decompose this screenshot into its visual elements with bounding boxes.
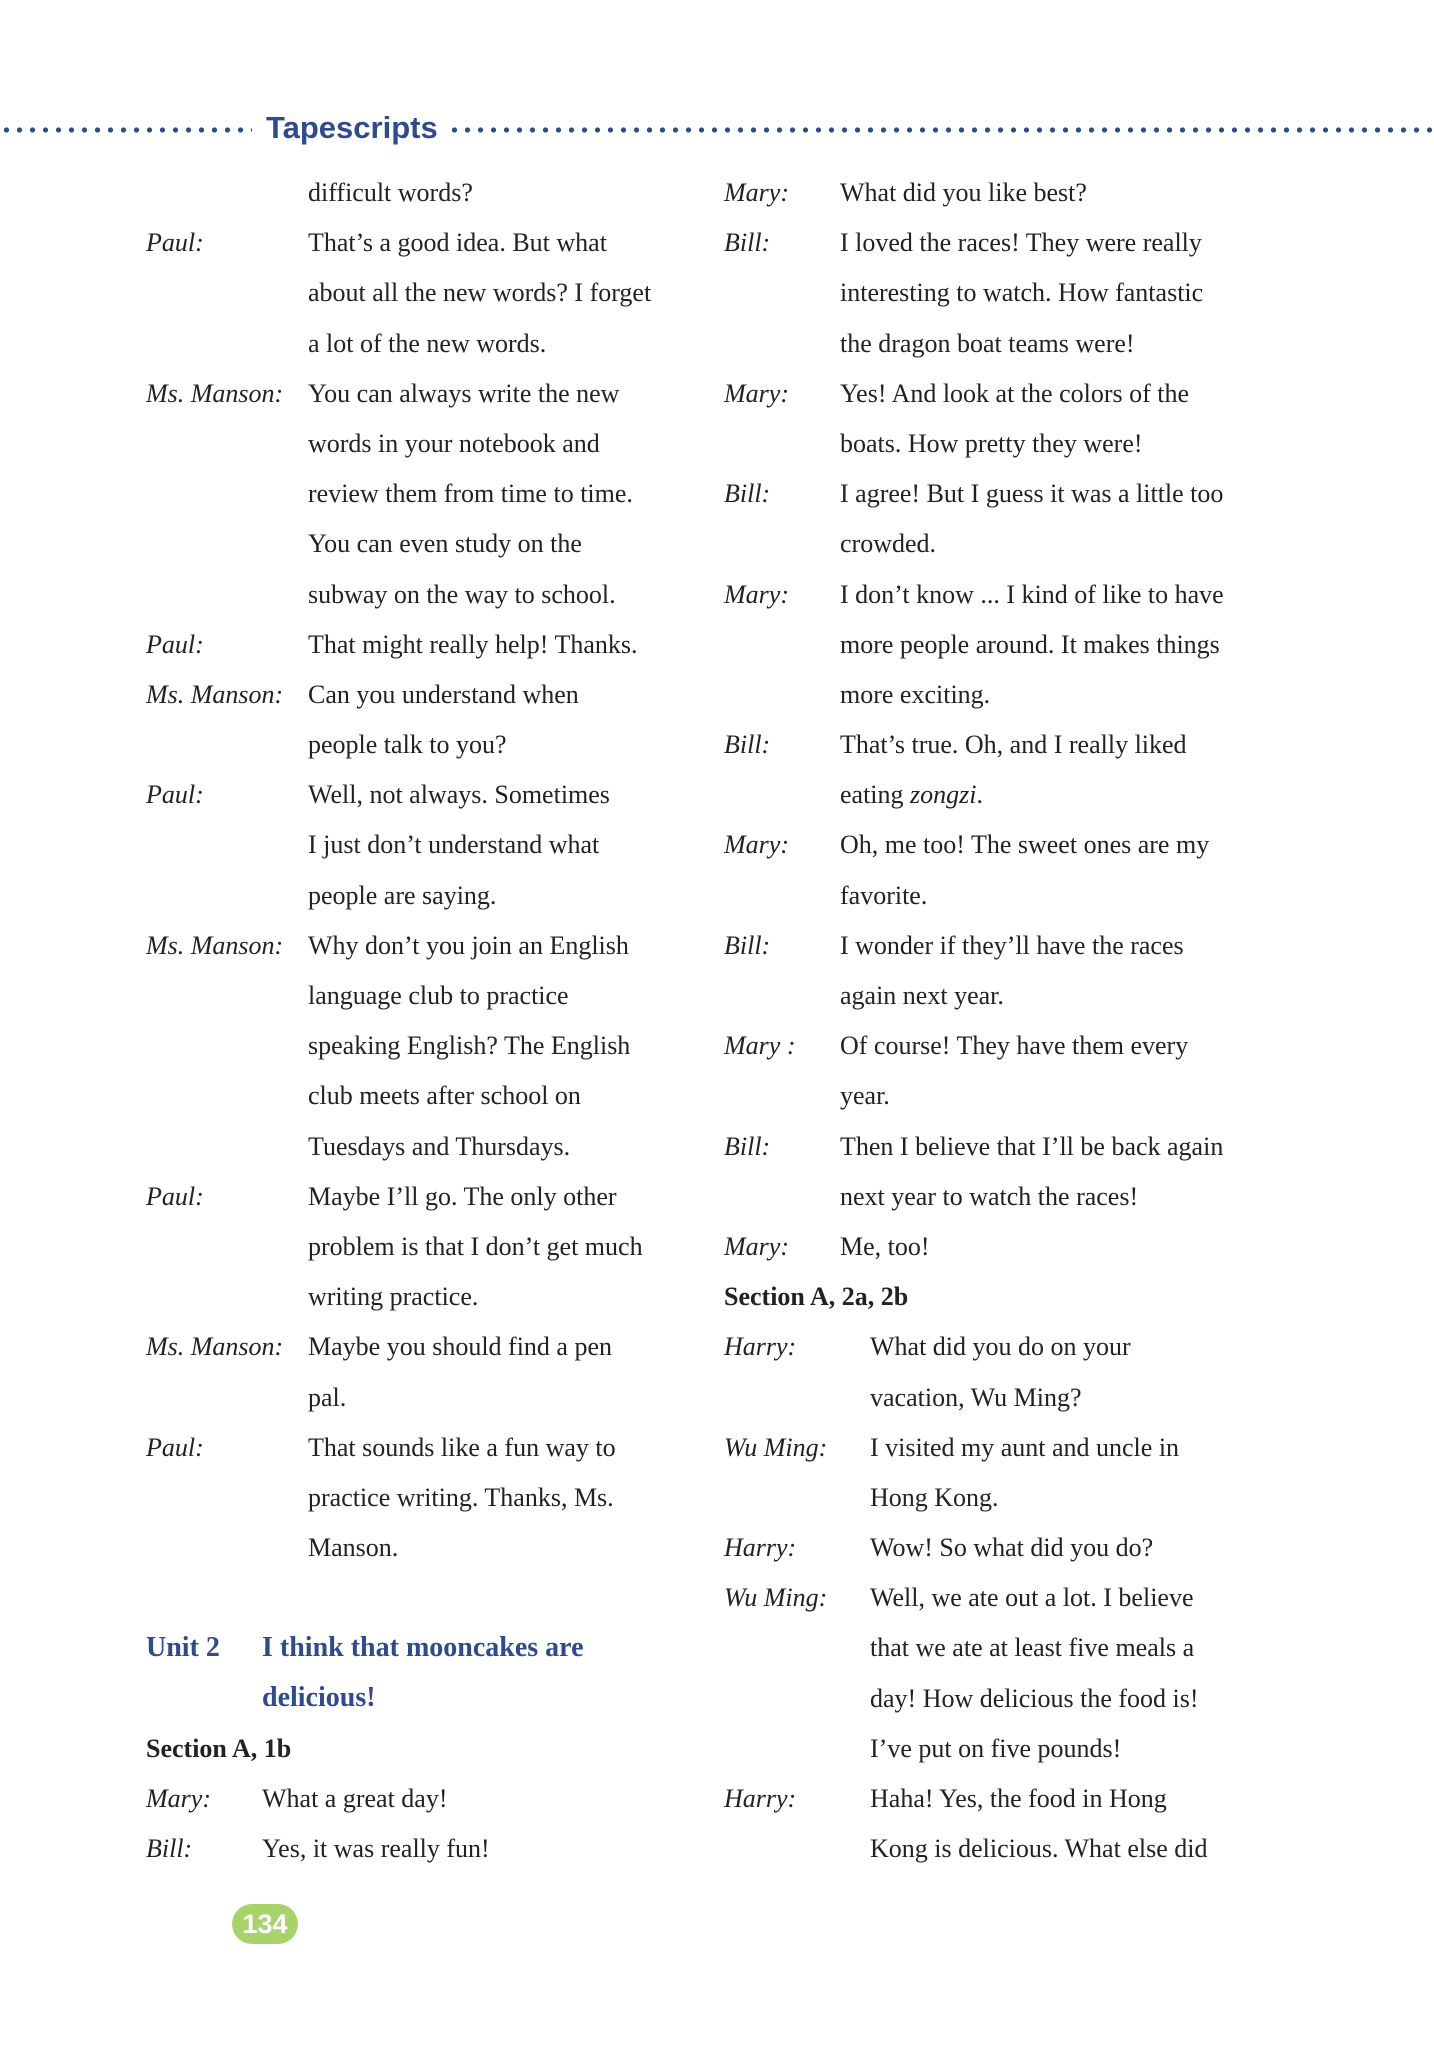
- dialogue-text: That’s a good idea. But what: [308, 228, 607, 258]
- dialogue-line: [724, 820, 1304, 870]
- page-number: 134: [232, 1904, 298, 1944]
- page-title: Tapescripts: [266, 110, 438, 145]
- dialogue-text: day! How delicious the food is!: [870, 1683, 1199, 1713]
- dialogue-line: [146, 1373, 726, 1423]
- dotted-rule-right: [448, 126, 1434, 134]
- dialogue-text: interesting to watch. How fantastic: [840, 278, 1204, 308]
- speaker-name: Ms. Manson:: [146, 930, 284, 960]
- dialogue-line: [146, 770, 726, 820]
- dialogue-line: [146, 971, 726, 1021]
- dialogue-text: next year to watch the races!: [840, 1181, 1139, 1211]
- dialogue-text-part: .: [976, 780, 983, 810]
- dialogue-text: I visited my aunt and uncle in: [870, 1432, 1180, 1462]
- dialogue-text: I’ve put on five pounds!: [870, 1733, 1122, 1763]
- dialogue-text: Yes, it was really fun!: [262, 1834, 490, 1863]
- dialogue-text: Yes! And look at the colors of the: [840, 378, 1190, 408]
- dialogue-line: [146, 1172, 726, 1222]
- dialogue-line: [146, 1222, 726, 1272]
- dialogue-text: Manson.: [308, 1533, 399, 1563]
- dialogue-text: club meets after school on: [308, 1081, 581, 1111]
- dialogue-text: subway on the way to school.: [308, 579, 616, 609]
- dialogue-text: [840, 770, 983, 820]
- dialogue-line: [724, 871, 1304, 921]
- speaker-name: Mary:: [724, 830, 789, 860]
- dialogue-line: [146, 519, 726, 569]
- dialogue-text: I just don’t understand what: [308, 830, 600, 860]
- dialogue-text: more people around. It makes things: [840, 629, 1220, 659]
- dialogue-line: [724, 1724, 1304, 1774]
- dialogue-text-part: eating: [840, 780, 911, 810]
- dialogue-line: [724, 168, 1304, 218]
- dialogue-line: [724, 1573, 1304, 1623]
- dotted-rule-left: [0, 126, 252, 134]
- speaker-name: Mary:: [724, 378, 789, 408]
- speaker-name: Paul:: [146, 780, 204, 810]
- dialogue-text: Of course! They have them every: [840, 1031, 1189, 1061]
- dialogue-text: I loved the races! They were really: [840, 228, 1202, 258]
- dialogue-line: [146, 720, 726, 770]
- dialogue-text: the dragon boat teams were!: [840, 328, 1135, 358]
- dialogue-line: [724, 1473, 1304, 1523]
- dialogue-line: [146, 168, 726, 218]
- unit-label: Unit 2: [146, 1632, 220, 1664]
- dialogue-text: people talk to you?: [308, 730, 507, 760]
- dialogue-line: [724, 1674, 1304, 1724]
- dialogue-text: Why don’t you join an English: [308, 930, 629, 960]
- dialogue-line: [146, 620, 726, 670]
- dialogue-line: [724, 1623, 1304, 1673]
- dialogue-text: Wow! So what did you do?: [870, 1533, 1154, 1563]
- dialogue-line: [146, 871, 726, 921]
- dialogue-line: [724, 921, 1304, 971]
- speaker-name: Ms. Manson:: [146, 1332, 284, 1362]
- dialogue-text: Me, too!: [840, 1231, 930, 1261]
- speaker-name: Harry:: [724, 1332, 797, 1362]
- dialogue-line: [724, 469, 1304, 519]
- speaker-name: Paul:: [146, 1181, 204, 1211]
- left-column: [146, 168, 726, 1874]
- section-heading: Section A, 1b: [146, 1733, 292, 1763]
- speaker-name: Paul:: [146, 629, 204, 659]
- speaker-name: Bill:: [724, 730, 771, 760]
- dialogue-line: [146, 419, 726, 469]
- dialogue-text: That’s true. Oh, and I really liked: [840, 730, 1187, 760]
- dialogue-text: I don’t know ... I kind of like to have: [840, 579, 1224, 609]
- dialogue-text: Oh, me too! The sweet ones are my: [840, 830, 1210, 860]
- dialogue-line: [146, 1322, 726, 1372]
- dialogue-line: [724, 770, 1304, 820]
- dialogue-text: vacation, Wu Ming?: [870, 1382, 1082, 1412]
- right-column: [724, 168, 1304, 1874]
- dialogue-line: [146, 268, 726, 318]
- dialogue-text: year.: [840, 1081, 890, 1111]
- dialogue-line: [146, 319, 726, 369]
- dialogue-line: [146, 369, 726, 419]
- speaker-name: Bill:: [146, 1834, 193, 1863]
- dialogue-line: [146, 469, 726, 519]
- speaker-name: Mary :: [724, 1031, 796, 1061]
- dialogue-line: [724, 1021, 1304, 1071]
- dialogue-line: [724, 268, 1304, 318]
- dialogue-line: [146, 670, 726, 720]
- dialogue-text: Hong Kong.: [870, 1482, 999, 1512]
- dialogue-line: [724, 1824, 1304, 1874]
- dialogue-line: [724, 319, 1304, 369]
- unit-title: I think that mooncakes are: [262, 1632, 584, 1664]
- dialogue-line: [146, 1523, 726, 1573]
- dialogue-line: [724, 419, 1304, 469]
- dialogue-text: a lot of the new words.: [308, 328, 547, 358]
- dialogue-text: practice writing. Thanks, Ms.: [308, 1482, 614, 1512]
- speaker-name: Harry:: [724, 1533, 797, 1563]
- speaker-name: Ms. Manson:: [146, 679, 284, 709]
- dialogue-line: [724, 1172, 1304, 1222]
- dialogue-line: [146, 1071, 726, 1121]
- dialogue-line: [724, 519, 1304, 569]
- dialogue-line: [146, 1021, 726, 1071]
- dialogue-text: Then I believe that I’ll be back again: [840, 1131, 1224, 1161]
- speaker-name: Bill:: [724, 479, 771, 509]
- dialogue-text: Well, we ate out a lot. I believe: [870, 1583, 1194, 1613]
- dialogue-line: [146, 921, 726, 971]
- dialogue-text: Can you understand when: [308, 679, 579, 709]
- dialogue-line: [146, 1122, 726, 1172]
- dialogue-line: [724, 570, 1304, 620]
- dialogue-text: I agree! But I guess it was a little too: [840, 479, 1224, 509]
- speaker-name: Bill:: [724, 930, 771, 960]
- dialogue-text: words in your notebook and: [308, 428, 600, 458]
- dialogue-text: I wonder if they’ll have the races: [840, 930, 1184, 960]
- speaker-name: Mary:: [724, 579, 789, 609]
- dialogue-line: [724, 670, 1304, 720]
- unit-heading-cont: [146, 1673, 726, 1723]
- dialogue-text: speaking English? The English: [308, 1031, 631, 1061]
- dialogue-text: boats. How pretty they were!: [840, 428, 1143, 458]
- dialogue-line: [724, 369, 1304, 419]
- dialogue-line: [146, 1272, 726, 1322]
- dialogue-text: difficult words?: [308, 178, 473, 207]
- dialogue-text: that we ate at least five meals a: [870, 1633, 1195, 1663]
- dialogue-text: What did you like best?: [840, 178, 1087, 207]
- dialogue-line: [724, 1774, 1304, 1824]
- speaker-name: Wu Ming:: [724, 1432, 828, 1462]
- dialogue-text: What a great day!: [262, 1783, 448, 1813]
- dialogue-line: [724, 620, 1304, 670]
- speaker-name: Wu Ming:: [724, 1583, 828, 1613]
- dialogue-text: again next year.: [840, 981, 1004, 1010]
- dialogue-text: favorite.: [840, 880, 928, 910]
- dialogue-line: [724, 1373, 1304, 1423]
- speaker-name: Harry:: [724, 1784, 797, 1813]
- dialogue-text: You can even study on the: [308, 529, 582, 559]
- dialogue-text: about all the new words? I forget: [308, 278, 652, 308]
- dialogue-text: Kong is delicious. What else did: [870, 1834, 1208, 1864]
- speaker-name: Paul:: [146, 228, 204, 258]
- speaker-name: Mary:: [146, 1783, 211, 1813]
- dialogue-text: language club to practice: [308, 981, 569, 1010]
- dialogue-text: You can always write the new: [308, 378, 620, 408]
- unit-title: delicious!: [262, 1682, 376, 1714]
- dialogue-text: Well, not always. Sometimes: [308, 780, 610, 810]
- speaker-name: Paul:: [146, 1432, 204, 1462]
- dialogue-text: crowded.: [840, 529, 937, 559]
- dialogue-text: That sounds like a fun way to: [308, 1432, 616, 1462]
- dialogue-line: [146, 570, 726, 620]
- dialogue-line: [724, 720, 1304, 770]
- dialogue-line: [146, 1774, 726, 1824]
- dialogue-line: [724, 1523, 1304, 1573]
- italic-word: zongzi: [910, 780, 977, 810]
- section-heading: Section A, 2a, 2b: [724, 1282, 909, 1312]
- dialogue-line: [146, 1473, 726, 1523]
- dialogue-line: [724, 1423, 1304, 1473]
- dialogue-text: writing practice.: [308, 1282, 479, 1312]
- dialogue-line: [146, 218, 726, 268]
- dialogue-line: [146, 1824, 726, 1874]
- speaker-name: Bill:: [724, 1131, 771, 1161]
- dialogue-text: What did you do on your: [870, 1332, 1131, 1362]
- dialogue-text: problem is that I don’t get much: [308, 1231, 643, 1261]
- speaker-name: Mary:: [724, 1231, 789, 1261]
- page-header: [0, 108, 1434, 148]
- dialogue-text: pal.: [308, 1382, 347, 1412]
- speaker-name: Ms. Manson:: [146, 378, 284, 408]
- dialogue-text: That might really help! Thanks.: [308, 629, 638, 659]
- dialogue-text: Tuesdays and Thursdays.: [308, 1131, 571, 1161]
- dialogue-text: people are saying.: [308, 880, 497, 910]
- speaker-name: Bill:: [724, 228, 771, 258]
- dialogue-line: [146, 1423, 726, 1473]
- dialogue-text: more exciting.: [840, 679, 991, 709]
- dialogue-line: [724, 1322, 1304, 1372]
- dialogue-line: [146, 820, 726, 870]
- dialogue-line: [724, 1122, 1304, 1172]
- dialogue-line: [724, 218, 1304, 268]
- unit-heading: [146, 1623, 726, 1673]
- dialogue-text: Maybe I’ll go. The only other: [308, 1181, 617, 1211]
- dialogue-text: review them from time to time.: [308, 479, 633, 509]
- dialogue-text: Maybe you should find a pen: [308, 1332, 613, 1362]
- dialogue-line: [724, 1071, 1304, 1121]
- spacer: [146, 1573, 726, 1623]
- speaker-name: Mary:: [724, 178, 789, 207]
- dialogue-line: [724, 971, 1304, 1021]
- dialogue-line: [724, 1222, 1304, 1272]
- dialogue-text: Haha! Yes, the food in Hong: [870, 1784, 1167, 1813]
